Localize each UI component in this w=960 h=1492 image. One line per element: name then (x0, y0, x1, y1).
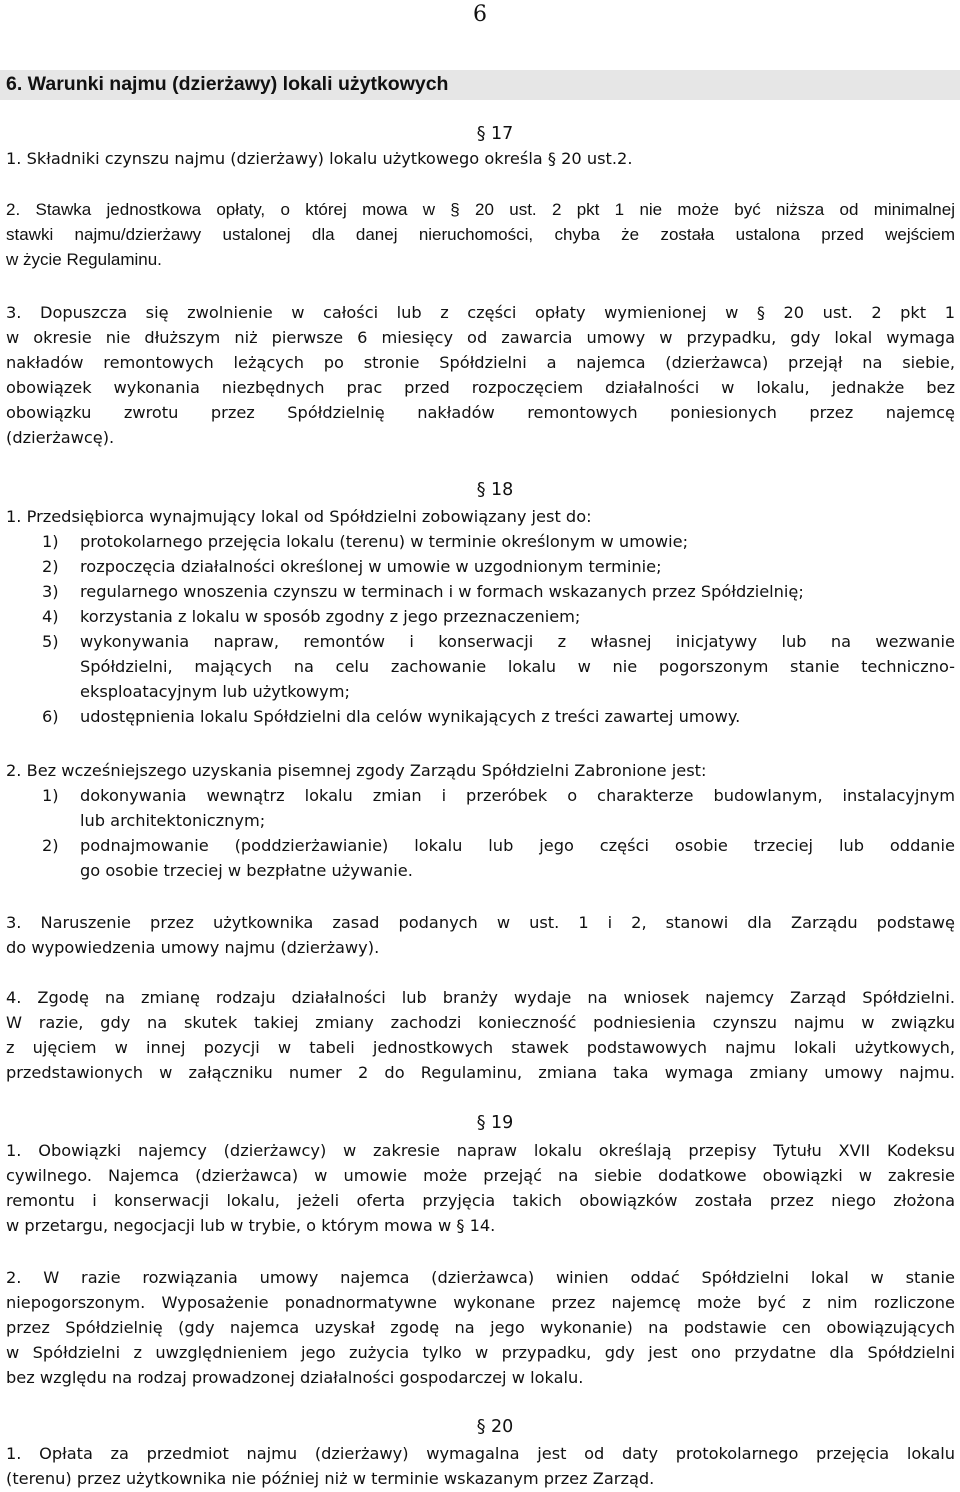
chapter-title: 6. Warunki najmu (dzierżawy) lokali użytkowych (6, 73, 449, 95)
s17-p2-line: stawki najmu/dzierżawy ustalonej dla danej nieruchomości, chyba że została ustalona przed wejściem (6, 225, 955, 244)
s18-p4-line: z ujęciem w innej pozycji w tabeli jednostkowych stawek podstawowych najmu lokali użytkowych, (6, 1038, 955, 1057)
list-item-number: 1) (42, 786, 59, 805)
list-item-text: podnajmowanie (poddzierżawianie) lokalu lub jego części osobie trzeciej lub oddanie (80, 836, 955, 855)
list-item-text: protokolarnego przejęcia lokalu (terenu) w terminie określonym w umowie; (80, 532, 689, 551)
list-item-number: 2) (42, 557, 59, 576)
s18-p1-intro: 1. Przedsiębiorca wynajmujący lokal od Spółdzielni zobowiązany jest do: (6, 507, 592, 526)
list-item-number: 4) (42, 607, 59, 626)
list-item-number: 1) (42, 532, 59, 551)
section-heading-20: § 20 (476, 1417, 514, 1437)
list-item-text: dokonywania wewnątrz lokalu zmian i przeróbek o charakterze budowlanym, instalacyjnym (80, 786, 955, 805)
s18-p2-intro: 2. Bez wcześniejszego uzyskania pisemnej zgody Zarządu Spółdzielni Zabronione jest: (6, 761, 707, 780)
list-item-text: korzystania z lokalu w sposób zgodny z jego przeznaczeniem; (80, 607, 581, 626)
s17-p2-line: 2. Stawka jednostkowa opłaty, o której mowa w § 20 ust. 2 pkt 1 nie może być niższa od minimalnej (6, 200, 955, 219)
s18-p4-line: przedstawionych w załączniku numer 2 do Regulaminu, zmiana taka wymaga zmiany umowy najmu. (6, 1063, 955, 1082)
page-number: 6 (473, 2, 487, 27)
list-item-number: 3) (42, 582, 59, 601)
s19-p2-line: przez Spółdzielnię (gdy najemca uzyskał zgodę na jego wykonanie) na podstawie cen obowiązujących (6, 1318, 955, 1337)
list-item-text: wykonywania napraw, remontów i konserwacji z własnej inicjatywy lub na wezwanie (80, 632, 955, 651)
list-item-continuation: lub architektonicznym; (80, 811, 266, 830)
s19-p2-line: 2. W razie rozwiązania umowy najemca (dzierżawca) winien oddać Spółdzielni lokal w stanie (6, 1268, 955, 1287)
chapter-heading-bar (0, 70, 960, 100)
s17-p2-line: w życie Regulaminu. (6, 250, 162, 269)
s19-p1-line: remontu i konserwacji lokalu, jeżeli oferta przyjęcia takich obowiązków została przez niego złożona (6, 1191, 955, 1210)
list-item-continuation: Spółdzielni, mających na celu zachowanie lokalu w nie pogorszonym stanie techniczno- (80, 657, 955, 676)
s19-p1-line: w przetargu, negocjacji lub w trybie, o którym mowa w § 14. (6, 1216, 496, 1235)
s19-p2-line: niepogorszonym. Wyposażenie ponadnormatywne wykonane przez najemcę może być z nim rozliczone (6, 1293, 955, 1312)
s18-p3-line: 3. Naruszenie przez użytkownika zasad podanych w ust. 1 i 2, stanowi dla Zarządu podstawę (6, 913, 955, 932)
s17-p3-line: w okresie nie dłuższym niż pierwsze 6 miesięcy od zawarcia umowy w przypadku, gdy lokal wymaga (6, 328, 955, 347)
section-heading-17: § 17 (476, 124, 514, 144)
list-item-text: udostępnienia lokalu Spółdzielni dla celów wynikających z treści zawartej umowy. (80, 707, 741, 726)
s18-p3-line: do wypowiedzenia umowy najmu (dzierżawy). (6, 938, 380, 957)
s17-p3-line: (dzierżawcę). (6, 428, 115, 447)
list-item-number: 5) (42, 632, 59, 651)
s19-p1-line: 1. Obowiązki najemcy (dzierżawcy) w zakresie napraw lokalu określają przepisy Tytułu XVII Kodeksu (6, 1141, 955, 1160)
s19-p2-line: bez względu na rodzaj prowadzonej działalności gospodarczej w lokalu. (6, 1368, 584, 1387)
s17-p3-line: 3. Dopuszcza się zwolnienie w całości lub z części opłaty wymienionej w § 20 ust. 2 pkt 1 (6, 303, 955, 322)
list-item-number: 6) (42, 707, 59, 726)
s20-p1-line: (terenu) przez użytkownika nie później niż w terminie wskazanym przez Zarząd. (6, 1469, 655, 1488)
s19-p2-line: w Spółdzielni z uwzględnieniem jego zużycia tylko w przypadku, gdy jest ono przydatne dla Spółdzielni (6, 1343, 955, 1362)
list-item-continuation: eksploatacyjnym lub użytkowym; (80, 682, 350, 701)
list-item-continuation: go osobie trzeciej w bezpłatne używanie. (80, 861, 413, 880)
s17-p3-line: nakładów remontowych leżących po stronie Spółdzielni a najemca (dzierżawca) przejął na siebie, (6, 353, 955, 372)
list-item-text: rozpoczęcia działalności określonej w umowie w uzgodnionym terminie; (80, 557, 662, 576)
section-heading-19: § 19 (476, 1113, 514, 1133)
s19-p1-line: cywilnego. Najemca (dzierżawca) w umowie może przejąć na siebie dodatkowe obowiązki w zakresie (6, 1166, 955, 1185)
s17-p3-line: obowiązku zwrotu przez Spółdzielnię nakładów remontowych poniesionych przez najemcę (6, 403, 955, 422)
s17-paragraph-1: 1. Składniki czynszu najmu (dzierżawy) lokalu użytkowego określa § 20 ust.2. (6, 149, 633, 168)
s17-p3-line: obowiązek wykonania niezbędnych prac przed rozpoczęciem działalności w lokalu, jednakże bez (6, 378, 955, 397)
list-item-text: regularnego wnoszenia czynszu w terminach i w formach wskazanych przez Spółdzielnię; (80, 582, 804, 601)
s20-p1-line: 1. Opłata za przedmiot najmu (dzierżawy) wymagalna jest od daty protokolarnego przejęcia lokalu (6, 1444, 955, 1463)
section-heading-18: § 18 (476, 480, 514, 500)
list-item-number: 2) (42, 836, 59, 855)
s18-p4-line: W razie, gdy na skutek takiej zmiany zachodzi konieczność podniesienia czynszu najmu w związku (6, 1013, 955, 1032)
s18-p4-line: 4. Zgodę na zmianę rodzaju działalności lub branży wydaje na wniosek najemcy Zarząd Spółdzielni. (6, 988, 955, 1007)
